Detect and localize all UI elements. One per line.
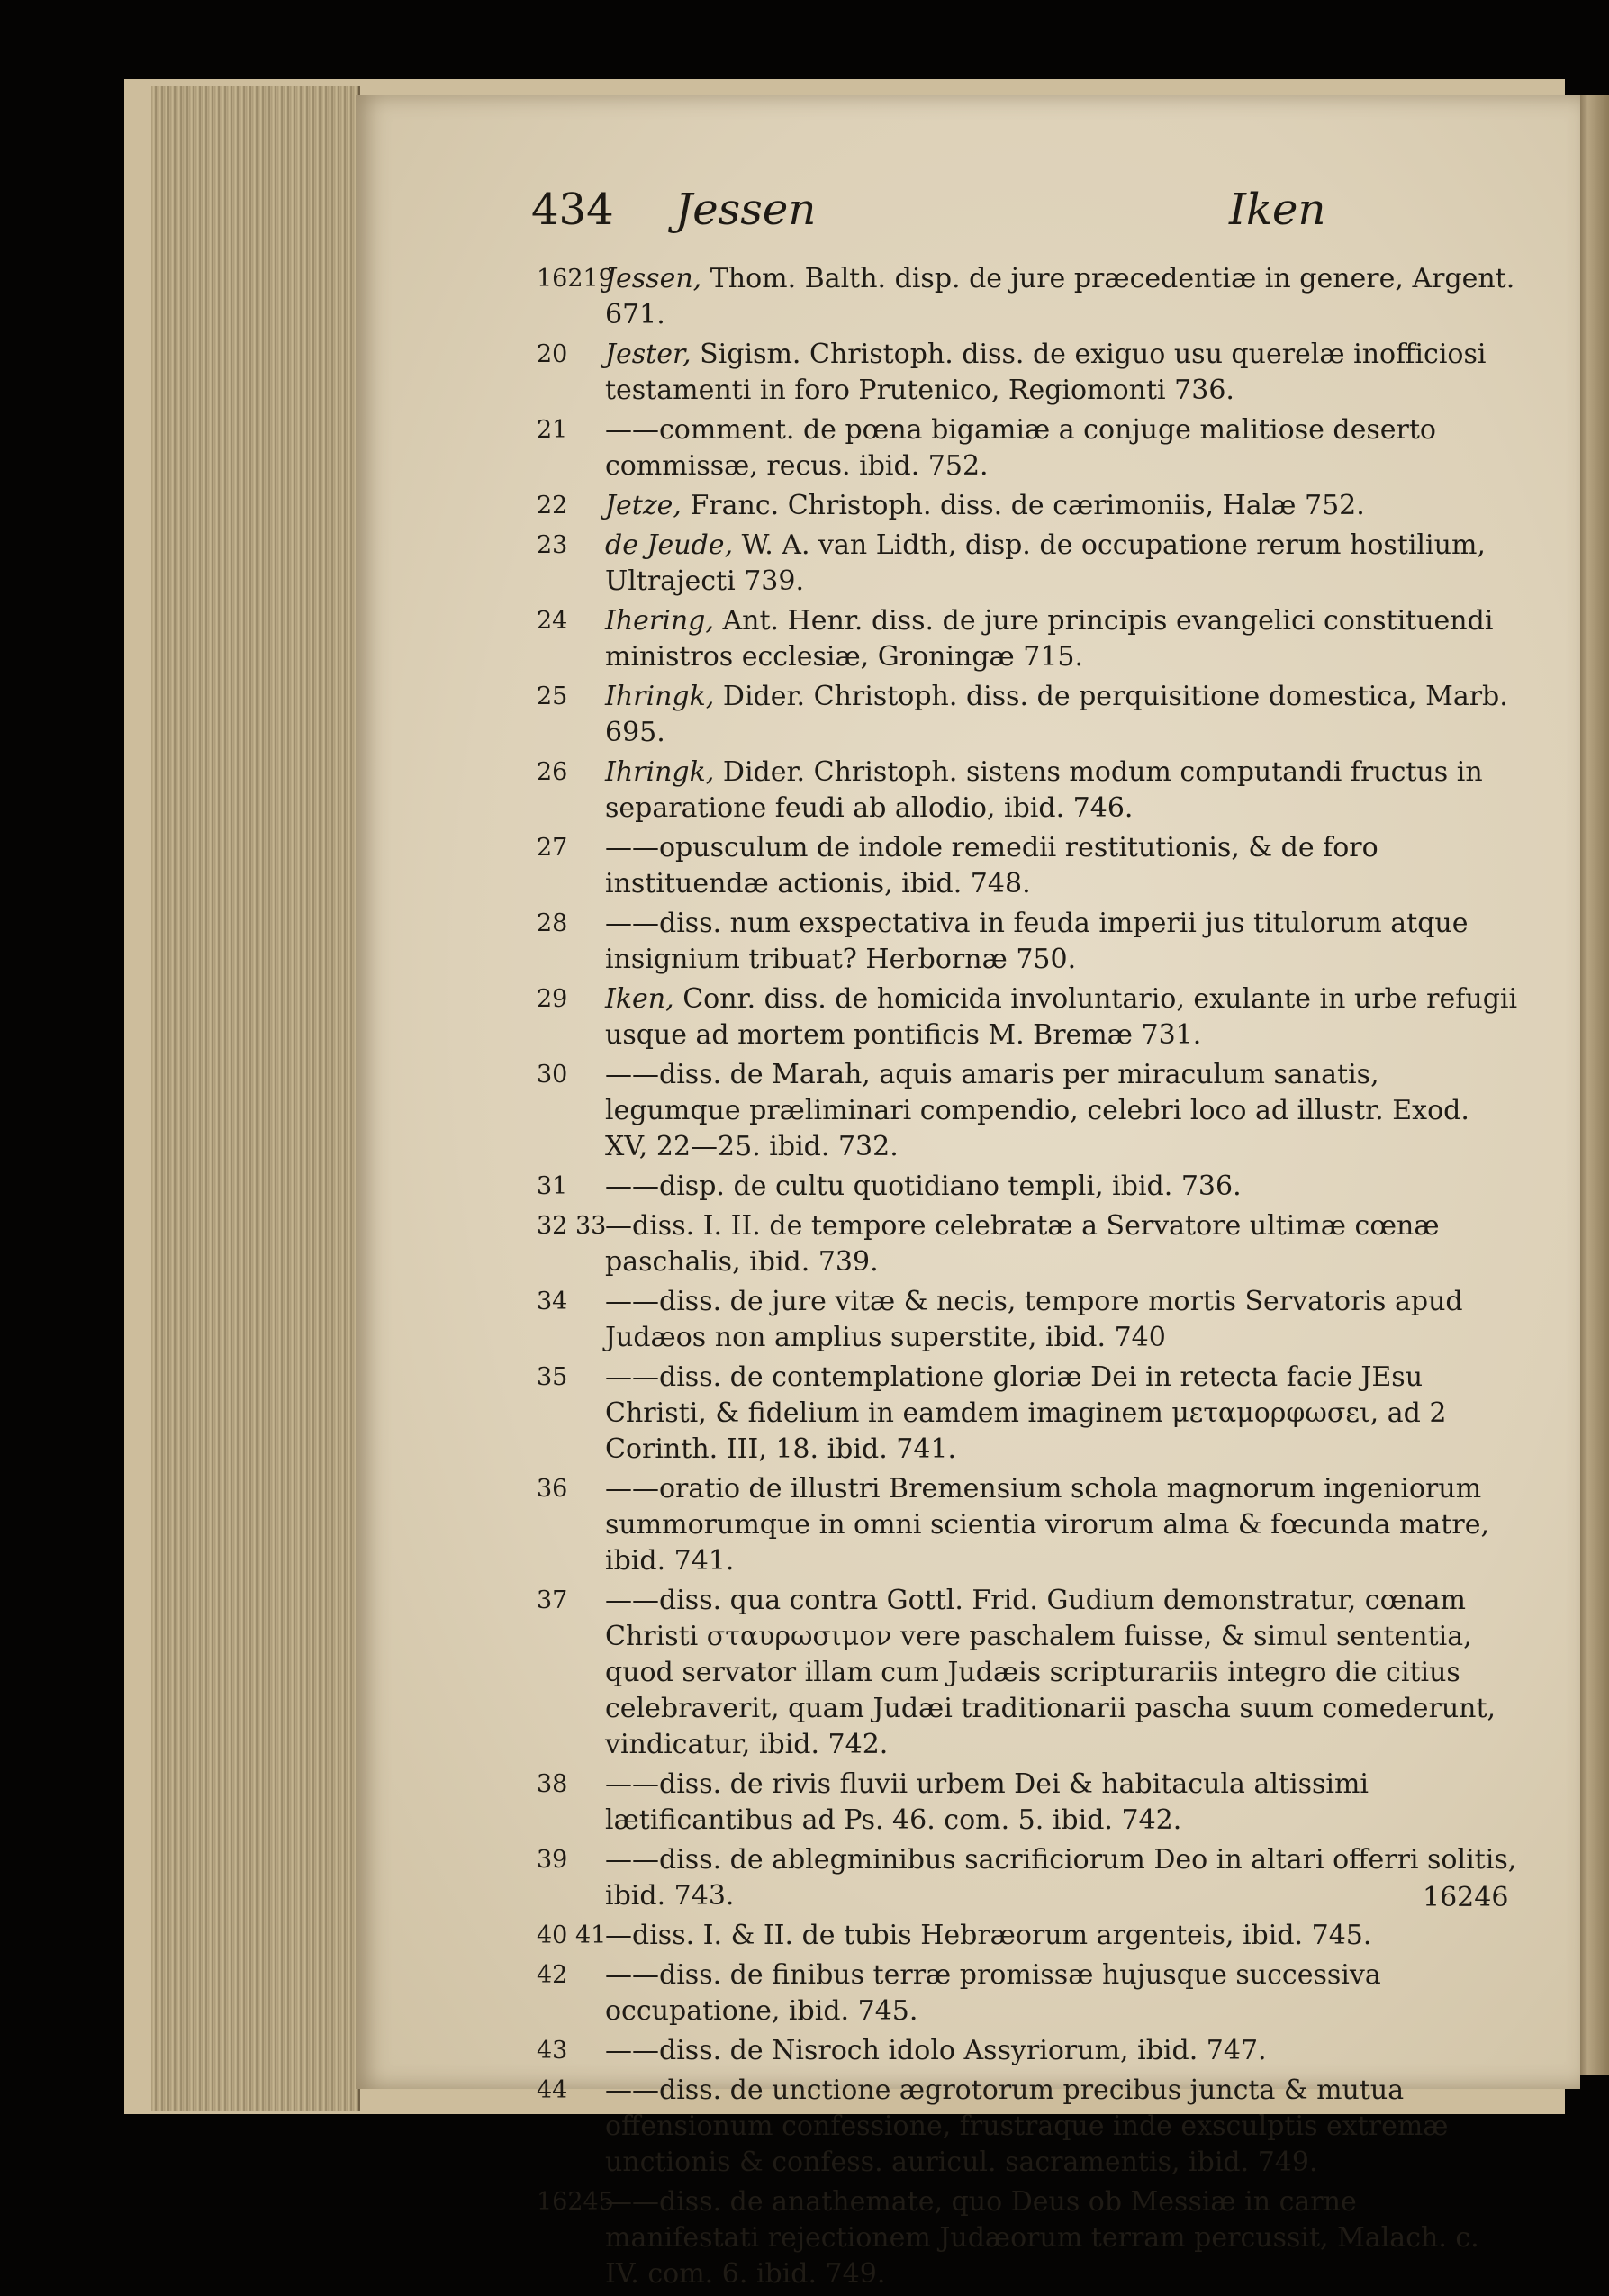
entry-text: —diss. I. II. de tempore celebratæ a Servatore ultimæ cœnæ paschalis, ibid. 739.	[605, 1210, 1440, 1278]
entry-text: ——diss. de Marah, aquis amaris per miraculum sanatis, legumque præliminari compendio, celebri loco ad illustr. Exod. XV, 22—25. ibid. 732.	[605, 1059, 1469, 1162]
entry-text: W. A. van Lidth, disp. de occupatione rerum hostilium, Ultrajecti 739.	[605, 529, 1486, 597]
entry-text: ——diss. de anathemate, quo Deus ob Messiæ in carne manifestati rejectionem Judæorum terram percussit, Malach. c. IV. com. 6. ibid. 749.	[605, 2186, 1479, 2290]
entry-text: ——opusculum de indole remedii restitutionis, & de foro instituendæ actionis, ibid. 748.	[605, 832, 1378, 899]
catalog-entries	[537, 261, 1518, 2296]
catalog-entry	[537, 337, 1518, 409]
catalog-entry	[537, 1583, 1518, 1763]
entry-number: 28	[537, 909, 568, 937]
entry-number: 16219	[537, 265, 614, 293]
catalog-entry	[537, 1767, 1518, 1839]
catalog-entry	[537, 1284, 1518, 1356]
entry-number: 31	[537, 1172, 568, 1200]
entry-number: 25	[537, 682, 568, 710]
catalog-entry	[537, 261, 1518, 333]
entry-author: Iken,	[605, 983, 674, 1015]
entry-text: ——diss. de rivis fluvii urbem Dei & habitacula altissimi lætificantibus ad Ps. 46. com. 5. ibid. 742.	[605, 1768, 1369, 1836]
entry-number: 29	[537, 985, 568, 1013]
entry-author: Jester,	[605, 339, 692, 370]
entry-number: 37	[537, 1586, 568, 1614]
catalog-entry	[537, 1471, 1518, 1579]
catalog-entry	[537, 528, 1518, 600]
page-edges	[151, 86, 360, 2111]
entry-number: 42	[537, 1961, 568, 1989]
catalog-entry	[537, 1057, 1518, 1165]
entry-text: —diss. I. & II. de tubis Hebræorum argenteis, ibid. 745.	[605, 1920, 1372, 1951]
entry-number: 23	[537, 531, 568, 559]
entry-text: ——diss. de unctione ægrotorum precibus juncta & mutua offensionum confessione, frustraque inde exsculptis extremæ unctionis & confess. auricul. sacramentis, ibid. 749.	[605, 2075, 1449, 2178]
entry-number: 39	[537, 1846, 568, 1874]
entry-number: 38	[537, 1770, 568, 1798]
entry-text: ——oratio de illustri Bremensium schola magnorum ingeniorum summorumque in omni scientia virorum alma & fœcunda matre, ibid. 741.	[605, 1473, 1489, 1577]
entry-text: ——diss. de finibus terræ promissæ hujusque successiva occupatione, ibid. 745.	[605, 1959, 1381, 2027]
entry-text: Ant. Henr. diss. de jure principis evangelici constituendi ministros ecclesiæ, Groningæ 715.	[605, 605, 1494, 673]
entry-number: 24	[537, 607, 568, 635]
entry-author: Jetze,	[605, 490, 682, 521]
entry-text: Franc. Christoph. diss. de cærimoniis, Halæ 752.	[690, 490, 1365, 521]
catalog-entry	[537, 412, 1518, 484]
entry-text: Conr. diss. de homicida involuntario, exulante in urbe refugii usque ad mortem pontificis M. Bremæ 731.	[605, 983, 1518, 1051]
catchword: 16246	[1423, 1882, 1509, 1913]
entry-author: de Jeude,	[605, 529, 734, 561]
entry-author: Ihringk,	[605, 681, 715, 712]
catalog-entry	[537, 1918, 1518, 1954]
entry-number: 32 33	[537, 1212, 607, 1240]
entry-number: 34	[537, 1288, 568, 1315]
catalog-entry	[537, 2184, 1518, 2292]
header-right-word: Iken	[1229, 185, 1326, 235]
entry-author: Ihringk,	[605, 756, 715, 788]
catalog-entry	[537, 2073, 1518, 2181]
entry-number: 21	[537, 416, 568, 444]
catalog-entry	[537, 1208, 1518, 1280]
catalog-entry	[537, 755, 1518, 827]
entry-text: Dider. Christoph. diss. de perquisitione domestica, Marb. 695.	[605, 681, 1508, 748]
page-number: 434	[531, 185, 614, 235]
entry-number: 43	[537, 2037, 568, 2065]
entry-text: ——diss. de ablegminibus sacrificiorum Deo in altari offerri solitis, ibid. 743.	[605, 1844, 1517, 1912]
catalog-entry	[537, 679, 1518, 751]
entry-number: 26	[537, 758, 568, 786]
entry-text: ——diss. de Nisroch idolo Assyriorum, ibid. 747.	[605, 2035, 1267, 2066]
entry-number: 20	[537, 340, 568, 368]
catalog-entry	[537, 981, 1518, 1053]
catalog-entry	[537, 1169, 1518, 1205]
catalog-entry	[537, 1842, 1518, 1914]
catalog-entry	[537, 603, 1518, 675]
entry-text: ——diss. qua contra Gottl. Frid. Gudium demonstratur, cœnam Christi σταυρωσιμον vere paschalem fuisse, & simul sententia, quod servator illam cum Judæis scripturariis integro die citius celebraverit, quam Judæi traditionarii pascha suum comederunt, vindicatur, ibid. 742.	[605, 1585, 1496, 1760]
catalog-entry	[537, 1360, 1518, 1468]
running-header	[531, 185, 1486, 239]
entry-text: ——diss. num exspectativa in feuda imperii jus titulorum atque insignium tribuat? Herbornæ 750.	[605, 908, 1469, 975]
entry-number: 35	[537, 1363, 568, 1391]
entry-text: Thom. Balth. disp. de jure præcedentiæ in genere, Argent. 671.	[605, 263, 1515, 330]
entry-number: 44	[537, 2076, 568, 2104]
catalog-entry	[537, 830, 1518, 902]
entry-text: ——comment. de pœna bigamiæ a conjuge malitiose deserto commissæ, recus. ibid. 752.	[605, 414, 1436, 482]
catalog-entry	[537, 1957, 1518, 2029]
catalog-entry	[537, 906, 1518, 978]
entry-author: Jessen,	[605, 263, 702, 294]
entry-number: 36	[537, 1475, 568, 1503]
entry-text: ——disp. de cultu quotidiano templi, ibid. 736.	[605, 1171, 1242, 1202]
entry-text: ——diss. de jure vitæ & necis, tempore mortis Servatoris apud Judæos non amplius superstite, ibid. 740	[605, 1286, 1463, 1353]
catalog-entry	[537, 2033, 1518, 2069]
entry-text: ——diss. de contemplatione gloriæ Dei in retecta facie JEsu Christi, & fidelium in eamdem imaginem μεταμορφωσει, ad 2 Corinth. III, 18. ibid. 741.	[605, 1361, 1447, 1465]
entry-text: Dider. Christoph. sistens modum computandi fructus in separatione feudi ab allodio, ibid. 746.	[605, 756, 1483, 824]
entry-number: 22	[537, 492, 568, 520]
entry-text: Sigism. Christoph. diss. de exiguo usu querelæ inofficiosi testamenti in foro Prutenico, Regiomonti 736.	[605, 339, 1487, 406]
entry-number: 40 41	[537, 1921, 607, 1949]
entry-number: 16245	[537, 2188, 614, 2216]
entry-author: Ihering,	[605, 605, 714, 637]
entry-number: 27	[537, 834, 568, 862]
catalog-entry	[537, 488, 1518, 524]
header-left-word: Jessen	[675, 185, 817, 235]
entry-number: 30	[537, 1061, 568, 1089]
